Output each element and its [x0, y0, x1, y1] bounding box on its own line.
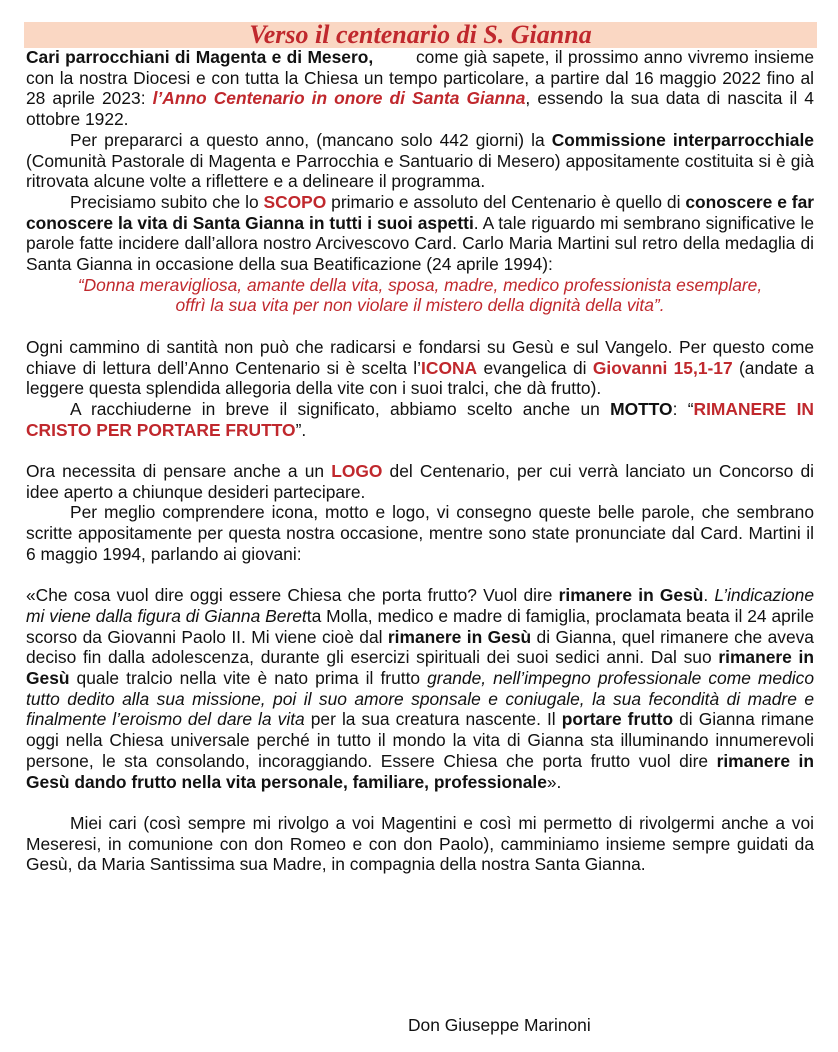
spacer [26, 792, 814, 813]
article-body [26, 47, 819, 875]
paragraph-scopo: Precisiamo subito che lo SCOPO primario e assoluto del Centenario è quello di conoscere e far conoscere la vita di Santa Gianna in tutti i suoi aspetti. A tale riguardo mi sembrano significative le parole fatte incidere dall’allora nostro Arcivescovo Card. Carlo Maria Martini sul retro della medaglia di Santa Gianna in occasione della sua Beatificazione (24 aprile 1994): [26, 191, 815, 275]
paragraph-motto: A racchiuderne in breve il significato, abbiamo scelto anche un MOTTO: “RIMANERE IN CRISTO PER PORTARE FRUTTO”. [26, 398, 814, 440]
spacer [26, 440, 814, 461]
paragraph-greeting: Cari parrocchiani di Magenta e di Mesero, come già sapete, il prossimo anno vivremo insieme con la nostra Diocesi e con tutta la Chiesa un tempo particolare, a partire dal 16 maggio 2022 fino al 28 aprile 2023: l’Anno Centenario in onore di Santa Gianna, essendo la sua data di nascita il 4 ottobre 1922. [26, 47, 819, 130]
spacer [26, 316, 814, 337]
quote-medaglia: “Donna meravigliosa, amante della vita, sposa, madre, medico professionista esemplare, offrì la sua vita per non violare il mistero della dignità della vita”. [77, 274, 763, 316]
paragraph-quote-giovani: «Che cosa vuol dire oggi essere Chiesa che porta frutto? Vuol dire rimanere in Gesù. L’indicazione mi viene dalla figura di Gianna Beretta Molla, medico e madre di famiglia, proclamata beata il 24 aprile scorso da Giovanni Paolo II. Mi viene cioè dal rimanere in Gesù di Gianna, quel rimanere che aveva deciso fin dalla adolescenza, durante gli esercizi spirituali dei suoi sedici anni. Dal suo rimanere in Gesù quale tralcio nella vite è nato prima il frutto grande, nell’impegno professionale come medico tutto dedito alla sua missione, poi il suo amore sponsale e coniugale, la sua fecondità di madre e finalmente l’eroismo del dare la vita per la sua creatura nascente. Il portare frutto di Gianna rimane oggi nella Chiesa universale perché in tutto il mondo la vita di Gianna sta illuminando innumerevoli persone, le sta consolando, incoraggiando. Essere Chiesa che porta frutto vuol dire rimanere in Gesù dando frutto nella vita personale, familiare, professionale». [26, 585, 814, 792]
signature: Don Giuseppe Marinoni [408, 1015, 591, 1035]
highlight-motto: MOTTO [610, 398, 673, 419]
paragraph-martini: Per meglio comprendere icona, motto e logo, vi consegno queste belle parole, che sembrano scritte appositamente per questa nostra occasione, mentre sono state pronunciate dal Card. Martini il 6 maggio 1994, parlando ai giovani: [26, 502, 814, 564]
spacer [26, 565, 814, 586]
paragraph-commissione: Per prepararci a questo anno, (mancano solo 442 giorni) la Commissione interparrocchiale (Comunità Pastorale di Magenta e Parrocchia e Santuario di Mesero) appositamente costituita si è già ritrovata alcune volte a riflettere e a delineare il programma. [26, 129, 814, 192]
highlight-conoscere: conoscere e far conoscere la vita di Santa Gianna in tutti i suoi aspetti [26, 191, 815, 233]
page-title: Verso il centenario di S. Gianna [249, 20, 592, 49]
highlight-rimanere: RIMANERE IN CRISTO PER PORTARE FRUTTO [26, 398, 814, 440]
highlight-logo: LOGO [331, 461, 383, 482]
highlight-icona: ICONA [421, 357, 478, 378]
highlight-giovanni: Giovanni 15,1-17 [592, 357, 733, 378]
paragraph-logo: Ora necessita di pensare anche a un LOGO del Centenario, per cui verrà lanciato un Concorso di idee aperto a chiunque desideri partecipare. [26, 461, 815, 502]
greeting: Cari parrocchiani di Magenta e di Mesero, [26, 47, 374, 67]
highlight-commissione: Commissione interparrocchiale [551, 129, 814, 150]
highlight-scopo: SCOPO [263, 191, 327, 212]
title-banner [24, 22, 817, 48]
highlight-anno-centenario: l’Anno Centenario in onore di Santa Gianna [152, 88, 526, 109]
paragraph-icona: Ogni cammino di santità non può che radicarsi e fondarsi su Gesù e sul Vangelo. Per questo come chiave di lettura dell’Anno Centenario si è scelta l’ICONA evangelica di Giovanni 15,1-17 (andate a leggere questa splendida allegoria della vite con i suoi tralci, che dà frutto). [26, 336, 815, 399]
paragraph-closing: Miei cari (così sempre mi rivolgo a voi Magentini e così mi permetto di rivolgermi anche a voi Meseresi, in comunione con don Romeo e con don Paolo), camminiamo insieme sempre guidati da Gesù, da Maria Santissima sua Madre, in compagnia della nostra Santa Gianna. [26, 812, 814, 875]
